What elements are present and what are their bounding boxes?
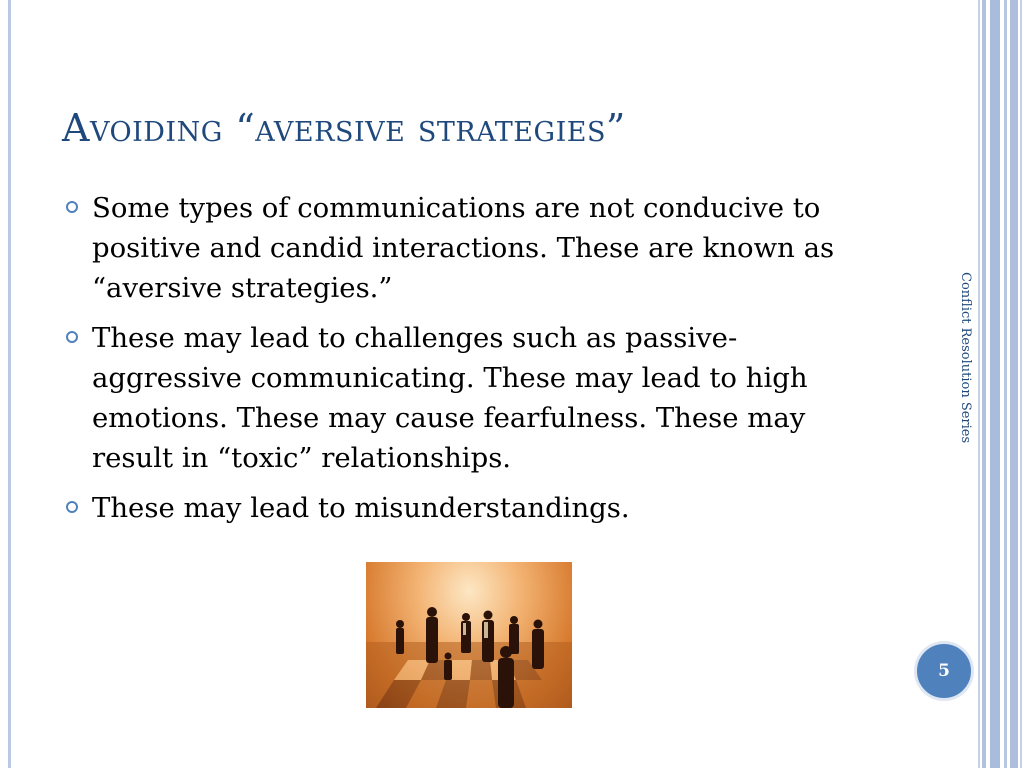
bullet-item — [66, 188, 886, 308]
bullet-circle-icon — [66, 501, 78, 513]
right-decorative-bands — [978, 0, 1024, 768]
people-on-chessboard-photo — [366, 562, 572, 708]
bullet-text: These may lead to misunderstandings. — [92, 492, 630, 524]
slide-title: Avoiding “aversive strategies” — [62, 106, 626, 150]
band — [1004, 0, 1007, 768]
bullet-text: Some types of communications are not conducive to positive and candid interactions. These are known as “aversive strategies.” — [92, 192, 835, 304]
bullet-list — [66, 188, 886, 538]
bullet-circle-icon — [66, 331, 78, 343]
band — [982, 0, 986, 768]
bullet-text: These may lead to challenges such as passive-aggressive communicating. These may lead to high emotions. These may cause fearfulness. These may result in “toxic” relationships. — [92, 322, 808, 474]
page-number-badge: 5 — [914, 641, 974, 701]
band — [990, 0, 1000, 768]
bullet-circle-icon — [66, 201, 78, 213]
photo-illustration — [366, 562, 572, 708]
left-border-rule — [8, 0, 11, 768]
bullet-item — [66, 318, 886, 478]
band — [1020, 0, 1022, 768]
band — [978, 0, 980, 768]
bullet-item — [66, 488, 886, 528]
band — [1010, 0, 1018, 768]
series-label: Conflict Resolution Series — [958, 272, 973, 444]
